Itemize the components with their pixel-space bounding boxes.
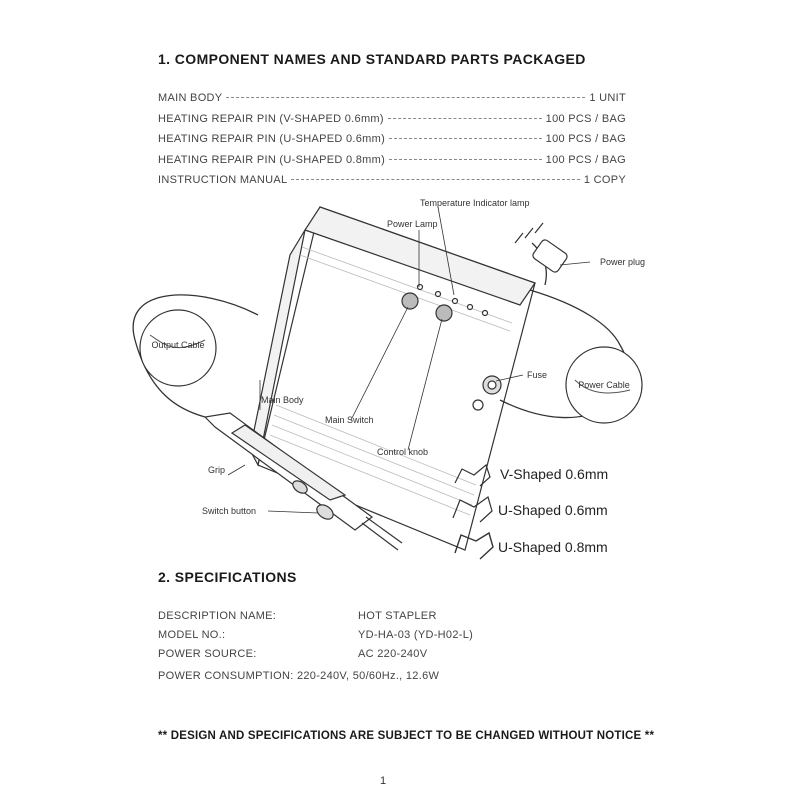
tip-u-shaped-08 [455, 533, 608, 559]
parts-list-item [158, 92, 626, 113]
spec-row-inline [158, 670, 439, 682]
power-lamp-label: Power Lamp [387, 219, 438, 229]
parts-list-item [158, 133, 626, 154]
power-plug-label: Power plug [600, 257, 646, 267]
part-quantity: 100 PCS / BAG [545, 112, 626, 125]
parts-list-item [158, 174, 626, 195]
control-knob-label: Control knob [377, 447, 429, 457]
part-name: HEATING REPAIR PIN (U-SHAPED 0.6mm) [158, 133, 386, 145]
power-cable-label: Power Cable [578, 380, 630, 390]
tip-label: U-Shaped 0.8mm [498, 539, 608, 555]
spec-value: HOT STAPLER [358, 610, 437, 622]
part-name: MAIN BODY [158, 92, 223, 104]
parts-list-item [158, 154, 626, 175]
part-name: INSTRUCTION MANUAL [158, 174, 288, 186]
part-quantity: 1 UNIT [589, 92, 626, 104]
spec-value: AC 220-240V [358, 648, 428, 660]
main-body-label: Main Body [261, 395, 304, 405]
power-cable-callout [566, 347, 642, 423]
spec-value: YD-HA-03 (YD-H02-L) [358, 629, 474, 641]
section-title-components: 1. COMPONENT NAMES AND STANDARD PARTS PACKAGED [158, 51, 586, 67]
product-diagram [0, 195, 800, 575]
page-number: 1 [380, 775, 387, 787]
fuse-label: Fuse [527, 370, 548, 380]
grip-label: Grip [208, 465, 226, 475]
part-name: HEATING REPAIR PIN (V-SHAPED 0.6mm) [158, 112, 384, 125]
output-cable-label: Output Cable [151, 340, 205, 350]
leader-dots [388, 118, 542, 119]
spec-key: POWER SOURCE: [158, 648, 257, 660]
section-title-specifications: 2. SPECIFICATIONS [158, 569, 297, 585]
main-switch-label: Main Switch [325, 415, 374, 425]
leader-dots [389, 159, 542, 160]
leader-dots [291, 179, 579, 180]
spec-key: MODEL NO.: [158, 629, 226, 641]
output-cable-callout [140, 310, 216, 386]
main-body-illustration [250, 207, 535, 550]
part-quantity: 1 COPY [583, 174, 626, 186]
tip-label: U-Shaped 0.6mm [498, 502, 608, 518]
part-quantity: 100 PCS / BAG [545, 153, 626, 166]
power-plug-icon [515, 223, 569, 274]
leader-dots [226, 97, 585, 98]
tip-label: V-Shaped 0.6mm [500, 466, 609, 482]
disclaimer-notice: ** DESIGN AND SPECIFICATIONS ARE SUBJECT TO BE CHANGED WITHOUT NOTICE ** [158, 730, 655, 742]
spec-key: POWER CONSUMPTION: [158, 670, 294, 682]
spec-key: DESCRIPTION NAME: [158, 610, 277, 622]
part-name: HEATING REPAIR PIN (U-SHAPED 0.8mm) [158, 153, 386, 166]
spec-value: 220-240V, 50/60Hz., 12.6W [296, 670, 440, 682]
leader-dots [389, 138, 542, 139]
temperature-lamp-label: Temperature Indicator lamp [420, 198, 530, 208]
switch-button-label: Switch button [202, 506, 257, 516]
part-quantity: 100 PCS / BAG [545, 133, 626, 145]
parts-list [158, 92, 626, 195]
parts-list-item [158, 113, 626, 134]
